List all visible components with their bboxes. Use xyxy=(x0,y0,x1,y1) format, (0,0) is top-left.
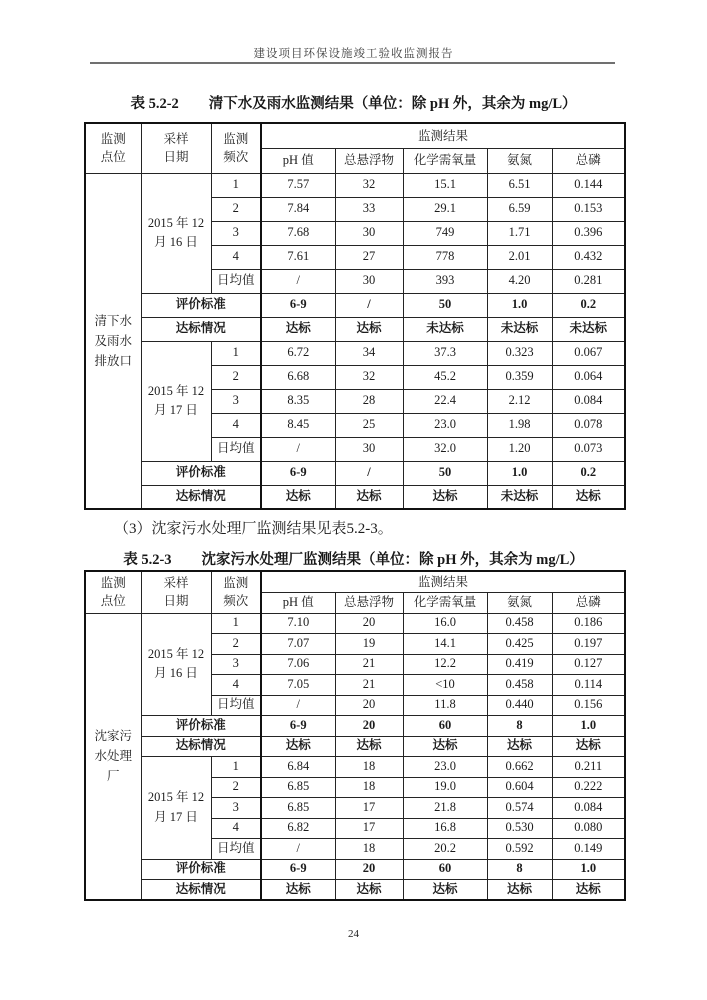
column-header-freq-line: 监测 xyxy=(223,132,249,147)
column-header-date xyxy=(141,123,211,173)
value-cell: 2.12 xyxy=(487,389,552,413)
value-cell: 0.073 xyxy=(552,437,625,461)
compliance-value-cell: 达标 xyxy=(261,317,335,341)
value-cell: 0.530 xyxy=(487,818,552,839)
value-cell: 18 xyxy=(335,839,403,860)
value-cell: 1.71 xyxy=(487,221,552,245)
value-cell: 0.396 xyxy=(552,221,625,245)
table-caption-1 xyxy=(0,92,707,113)
column-header-param: 总悬浮物 xyxy=(335,592,403,613)
compliance-value-cell: 达标 xyxy=(335,485,403,509)
standard-label-cell: 评价标准 xyxy=(141,461,261,485)
compliance-value-cell: 达标 xyxy=(487,736,552,757)
site-cell xyxy=(85,173,141,509)
freq-cell: 3 xyxy=(211,389,261,413)
freq-cell: 1 xyxy=(211,341,261,365)
column-header-result: 监测结果 xyxy=(261,123,625,148)
value-cell: 22.4 xyxy=(403,389,487,413)
value-cell: 7.57 xyxy=(261,173,335,197)
standard-label-cell: 评价标准 xyxy=(141,716,261,737)
date-cell xyxy=(141,341,211,461)
standard-value-cell: 1.0 xyxy=(552,716,625,737)
value-cell: 0.153 xyxy=(552,197,625,221)
column-header-result: 监测结果 xyxy=(261,571,625,592)
column-header-site xyxy=(85,571,141,613)
value-cell: 20.2 xyxy=(403,839,487,860)
caption-title: 清下水及雨水监测结果（单位：除 pH 外，其余为 mg/L） xyxy=(208,96,577,112)
value-cell: 6.59 xyxy=(487,197,552,221)
value-cell: 0.064 xyxy=(552,365,625,389)
site-cell-line: 清下水 xyxy=(94,313,132,328)
compliance-value-cell: 达标 xyxy=(261,880,335,901)
value-cell: 11.8 xyxy=(403,695,487,716)
value-cell: 18 xyxy=(335,777,403,798)
compliance-value-cell: 达标 xyxy=(552,880,625,901)
value-cell: 0.662 xyxy=(487,757,552,778)
value-cell: 0.425 xyxy=(487,634,552,655)
freq-cell: 2 xyxy=(211,197,261,221)
value-cell: 18 xyxy=(335,757,403,778)
value-cell: 30 xyxy=(335,437,403,461)
value-cell: 0.156 xyxy=(552,695,625,716)
standard-value-cell: 20 xyxy=(335,716,403,737)
table-wrap-2 xyxy=(84,570,624,901)
standard-value-cell: 20 xyxy=(335,859,403,880)
value-cell: 0.592 xyxy=(487,839,552,860)
standard-value-cell: 60 xyxy=(403,716,487,737)
standard-value-cell: 6-9 xyxy=(261,859,335,880)
value-cell: / xyxy=(261,695,335,716)
compliance-label-cell: 达标情况 xyxy=(141,317,261,341)
value-cell: 0.067 xyxy=(552,341,625,365)
value-cell: 0.084 xyxy=(552,389,625,413)
compliance-value-cell: 达标 xyxy=(261,485,335,509)
standard-value-cell: 6-9 xyxy=(261,716,335,737)
freq-cell: 2 xyxy=(211,777,261,798)
date-cell-line: 月 17 日 xyxy=(154,809,198,824)
site-cell-line: 水处理 xyxy=(94,749,132,764)
value-cell: 0.458 xyxy=(487,613,552,634)
value-cell: 6.82 xyxy=(261,818,335,839)
value-cell: 778 xyxy=(403,245,487,269)
date-cell-line: 2015 年 12 xyxy=(147,215,205,230)
column-header-date-line: 采样 xyxy=(163,576,189,591)
value-cell: 0.127 xyxy=(552,654,625,675)
compliance-label-cell: 达标情况 xyxy=(141,880,261,901)
value-cell: 21 xyxy=(335,675,403,696)
value-cell: 30 xyxy=(335,221,403,245)
value-cell: 20 xyxy=(335,695,403,716)
monitoring-table-sewage-plant xyxy=(84,570,626,901)
value-cell: 4.20 xyxy=(487,269,552,293)
value-cell: 0.458 xyxy=(487,675,552,696)
freq-cell: 3 xyxy=(211,654,261,675)
value-cell: / xyxy=(261,269,335,293)
value-cell: 7.84 xyxy=(261,197,335,221)
freq-cell: 1 xyxy=(211,173,261,197)
site-cell-line: 排放口 xyxy=(94,353,132,368)
site-cell-line: 厂 xyxy=(106,769,120,784)
value-cell: 0.440 xyxy=(487,695,552,716)
freq-cell: 日均值 xyxy=(211,269,261,293)
column-header-freq-line: 频次 xyxy=(223,150,249,165)
standard-value-cell: 6-9 xyxy=(261,293,335,317)
column-header-date-line: 日期 xyxy=(163,150,189,165)
standard-value-cell: 8 xyxy=(487,716,552,737)
date-cell-line: 2015 年 12 xyxy=(147,790,205,805)
column-header-date-line: 日期 xyxy=(163,594,189,609)
value-cell: 23.0 xyxy=(403,757,487,778)
value-cell: 25 xyxy=(335,413,403,437)
value-cell: 7.06 xyxy=(261,654,335,675)
value-cell: / xyxy=(261,839,335,860)
compliance-value-cell: 达标 xyxy=(552,485,625,509)
date-cell-line: 2015 年 12 xyxy=(147,383,205,398)
value-cell: 20 xyxy=(335,613,403,634)
value-cell: 33 xyxy=(335,197,403,221)
caption-label: 表 5.2-2 xyxy=(130,96,179,112)
value-cell: 16.8 xyxy=(403,818,487,839)
value-cell: 32 xyxy=(335,365,403,389)
value-cell: 393 xyxy=(403,269,487,293)
freq-cell: 2 xyxy=(211,365,261,389)
value-cell: 7.61 xyxy=(261,245,335,269)
compliance-value-cell: 达标 xyxy=(261,736,335,757)
intro-paragraph: （3）沈家污水处理厂监测结果见表5.2-3。 xyxy=(114,521,393,537)
value-cell: 30 xyxy=(335,269,403,293)
value-cell: 12.2 xyxy=(403,654,487,675)
value-cell: 749 xyxy=(403,221,487,245)
column-header-freq xyxy=(211,571,261,613)
value-cell: 6.51 xyxy=(487,173,552,197)
freq-cell: 4 xyxy=(211,675,261,696)
freq-cell: 2 xyxy=(211,634,261,655)
column-header-freq-line: 监测 xyxy=(223,576,249,591)
standard-label-cell: 评价标准 xyxy=(141,859,261,880)
value-cell: 19 xyxy=(335,634,403,655)
date-cell xyxy=(141,613,211,716)
value-cell: 19.0 xyxy=(403,777,487,798)
freq-cell: 3 xyxy=(211,798,261,819)
column-header-param: 氨氮 xyxy=(487,592,552,613)
value-cell: 0.080 xyxy=(552,818,625,839)
standard-label-cell: 评价标准 xyxy=(141,293,261,317)
standard-value-cell: 50 xyxy=(403,293,487,317)
value-cell: 15.1 xyxy=(403,173,487,197)
date-cell-line: 2015 年 12 xyxy=(147,646,205,661)
column-header-freq xyxy=(211,123,261,173)
column-header-freq-line: 频次 xyxy=(223,594,249,609)
running-header: 建设项目环保设施竣工验收监测报告 xyxy=(253,48,454,60)
compliance-value-cell: 达标 xyxy=(487,880,552,901)
compliance-value-cell: 达标 xyxy=(403,736,487,757)
value-cell: 16.0 xyxy=(403,613,487,634)
value-cell: 21.8 xyxy=(403,798,487,819)
freq-cell: 4 xyxy=(211,818,261,839)
site-cell-line: 沈家污 xyxy=(94,729,132,744)
value-cell: 6.84 xyxy=(261,757,335,778)
site-cell xyxy=(85,613,141,900)
column-header-param: 总磷 xyxy=(552,148,625,173)
value-cell: 37.3 xyxy=(403,341,487,365)
value-cell: 0.604 xyxy=(487,777,552,798)
caption-label: 表 5.2-3 xyxy=(123,552,172,568)
value-cell: 0.078 xyxy=(552,413,625,437)
value-cell: 7.68 xyxy=(261,221,335,245)
compliance-label-cell: 达标情况 xyxy=(141,736,261,757)
compliance-value-cell: 达标 xyxy=(403,880,487,901)
column-header-param: pH 值 xyxy=(261,592,335,613)
value-cell: 32.0 xyxy=(403,437,487,461)
freq-cell: 3 xyxy=(211,221,261,245)
compliance-value-cell: 达标 xyxy=(335,880,403,901)
standard-value-cell: 6-9 xyxy=(261,461,335,485)
value-cell: 1.98 xyxy=(487,413,552,437)
value-cell: 14.1 xyxy=(403,634,487,655)
column-header-param: 化学需氧量 xyxy=(403,148,487,173)
value-cell: 2.01 xyxy=(487,245,552,269)
standard-value-cell: 0.2 xyxy=(552,461,625,485)
column-header-param: pH 值 xyxy=(261,148,335,173)
value-cell: 8.35 xyxy=(261,389,335,413)
compliance-value-cell: 未达标 xyxy=(403,317,487,341)
value-cell: 7.07 xyxy=(261,634,335,655)
value-cell: 0.186 xyxy=(552,613,625,634)
compliance-value-cell: 未达标 xyxy=(487,317,552,341)
value-cell: 29.1 xyxy=(403,197,487,221)
column-header-date-line: 采样 xyxy=(163,132,189,147)
value-cell: 0.197 xyxy=(552,634,625,655)
column-header-param: 总悬浮物 xyxy=(335,148,403,173)
compliance-value-cell: 未达标 xyxy=(552,317,625,341)
value-cell: 1.20 xyxy=(487,437,552,461)
column-header-param: 氨氮 xyxy=(487,148,552,173)
freq-cell: 4 xyxy=(211,245,261,269)
column-header-site xyxy=(85,123,141,173)
table-wrap-1 xyxy=(84,122,624,510)
freq-cell: 1 xyxy=(211,613,261,634)
date-cell xyxy=(141,757,211,860)
page-number: 24 xyxy=(348,928,359,940)
site-cell-line: 及雨水 xyxy=(94,333,132,348)
value-cell: 0.144 xyxy=(552,173,625,197)
standard-value-cell: 60 xyxy=(403,859,487,880)
value-cell: 7.05 xyxy=(261,675,335,696)
value-cell: 45.2 xyxy=(403,365,487,389)
value-cell: 28 xyxy=(335,389,403,413)
value-cell: 0.281 xyxy=(552,269,625,293)
standard-value-cell: / xyxy=(335,461,403,485)
date-cell-line: 月 16 日 xyxy=(154,666,198,681)
compliance-value-cell: 达标 xyxy=(335,736,403,757)
value-cell: 34 xyxy=(335,341,403,365)
date-cell xyxy=(141,173,211,293)
monitoring-table-rainwater xyxy=(84,122,626,510)
standard-value-cell: 50 xyxy=(403,461,487,485)
compliance-value-cell: 达标 xyxy=(335,317,403,341)
value-cell: 17 xyxy=(335,818,403,839)
column-header-site-line: 监测 xyxy=(100,576,126,591)
value-cell: 23.0 xyxy=(403,413,487,437)
standard-value-cell: 1.0 xyxy=(552,859,625,880)
standard-value-cell: 1.0 xyxy=(487,461,552,485)
value-cell: 7.10 xyxy=(261,613,335,634)
value-cell: 0.323 xyxy=(487,341,552,365)
column-header-param: 化学需氧量 xyxy=(403,592,487,613)
value-cell: 21 xyxy=(335,654,403,675)
caption-title: 沈家污水处理厂监测结果（单位：除 pH 外，其余为 mg/L） xyxy=(201,552,584,568)
column-header-site-line: 监测 xyxy=(100,132,126,147)
value-cell: 6.68 xyxy=(261,365,335,389)
freq-cell: 日均值 xyxy=(211,695,261,716)
header-rule xyxy=(90,62,615,64)
compliance-value-cell: 未达标 xyxy=(487,485,552,509)
freq-cell: 1 xyxy=(211,757,261,778)
freq-cell: 日均值 xyxy=(211,437,261,461)
table-caption-2 xyxy=(0,548,707,569)
value-cell: 0.359 xyxy=(487,365,552,389)
value-cell: 6.85 xyxy=(261,777,335,798)
standard-value-cell: 1.0 xyxy=(487,293,552,317)
value-cell: <10 xyxy=(403,675,487,696)
value-cell: 6.72 xyxy=(261,341,335,365)
standard-value-cell: 0.2 xyxy=(552,293,625,317)
value-cell: 0.574 xyxy=(487,798,552,819)
value-cell: 0.211 xyxy=(552,757,625,778)
column-header-param: 总磷 xyxy=(552,592,625,613)
freq-cell: 日均值 xyxy=(211,839,261,860)
value-cell: 17 xyxy=(335,798,403,819)
standard-value-cell: / xyxy=(335,293,403,317)
value-cell: 0.432 xyxy=(552,245,625,269)
freq-cell: 4 xyxy=(211,413,261,437)
value-cell: 32 xyxy=(335,173,403,197)
value-cell: 0.114 xyxy=(552,675,625,696)
value-cell: 0.419 xyxy=(487,654,552,675)
value-cell: 8.45 xyxy=(261,413,335,437)
column-header-site-line: 点位 xyxy=(100,594,126,609)
date-cell-line: 月 16 日 xyxy=(154,235,198,249)
column-header-site-line: 点位 xyxy=(100,150,126,165)
value-cell: / xyxy=(261,437,335,461)
date-cell-line: 月 17 日 xyxy=(154,403,198,417)
compliance-label-cell: 达标情况 xyxy=(141,485,261,509)
value-cell: 0.222 xyxy=(552,777,625,798)
value-cell: 0.149 xyxy=(552,839,625,860)
compliance-value-cell: 达标 xyxy=(552,736,625,757)
column-header-date xyxy=(141,571,211,613)
value-cell: 0.084 xyxy=(552,798,625,819)
standard-value-cell: 8 xyxy=(487,859,552,880)
value-cell: 6.85 xyxy=(261,798,335,819)
value-cell: 27 xyxy=(335,245,403,269)
compliance-value-cell: 达标 xyxy=(403,485,487,509)
